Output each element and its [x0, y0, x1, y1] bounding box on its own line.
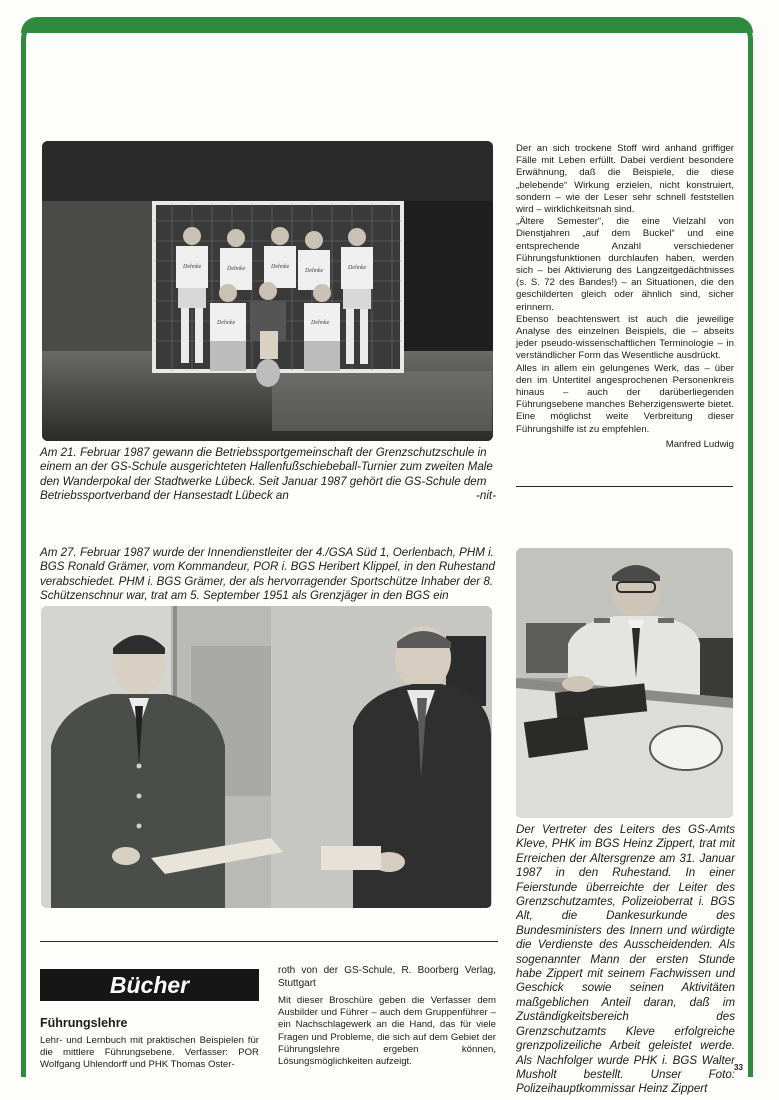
jersey-text: Dehnke	[348, 265, 367, 271]
zippert-photo	[516, 548, 733, 818]
divider-right-top	[516, 486, 733, 487]
review-paragraph: „Ältere Semester“, die eine Vielzahl von Dienstjahren „auf dem Buckel“ und eine entsprechende Anzahl verschiedener Führungsfunktionen durchlaufen haben, werden sich – bei Aktivierung des Langzeitgedächtnisses (s. S. 72 des Bandes!) – an Situationen, die den geschilderten gleich oder ähnlich sind, sicher erinnern.	[516, 216, 734, 313]
jersey-text: Dehnke	[305, 268, 324, 274]
jersey-text: Dehnke	[183, 264, 202, 270]
team-caption-text: Am 21. Februar 1987 gewann die Betriebssportgemeinschaft der Grenzschutzschule in einem an der GS-Schule ausgerichteten Hallenfußschiebeball-Turnier zum zweiten Male den Wanderpokal der Stadtwerke Lübeck. Seit Januar 1987 gehört die GS-Schule dem Betriebssportverband der Hansestadt Lübeck an	[40, 446, 493, 503]
divider-left-bottom	[40, 941, 498, 942]
jersey-text: Dehnke	[217, 320, 236, 326]
ceremony-caption: Am 27. Februar 1987 wurde der Innendienstleiter der 4./GSA Süd 1, Oerlenbach, PHM i. BGS Ronald Grämer, vom Kommandeur, POR i. BGS Heribert Klippel, in den Ruhestand verabschiedet. PHM i. BGS Grämer, der als hervorragender Sportschütze Inhaber der 8. Schützenschnur war, trat am 5. September 1951 als Grenzjäger in den BGS ein	[40, 546, 495, 603]
review-paragraph: Alles in allem ein gelungenes Werk, das – über den im Untertitel angesprochenen Personenkreis hinaus – auch der darüberliegenden Führungsebene manches Beherzigenswerte bietet. Eine möglichst weite Verbreitung dieser Führungshilfe ist zu empfehlen.	[516, 362, 734, 435]
ceremony-photo	[41, 606, 492, 908]
caption-signature: -nit-	[476, 489, 496, 502]
jersey-text: Dehnke	[311, 320, 330, 326]
book-publisher: roth von der GS-Schule, R. Boorberg Verlag, Stuttgart	[278, 965, 496, 989]
zippert-caption: Der Vertreter des Leiters des GS-Amts Kleve, PHK im BGS Heinz Zippert, trat mit Erreichen der Altersgrenze am 31. Januar 1987 in den Ruhestand. In einer Feierstunde überreichte der Leiter des Grenzschutzamtes, Polizeioberrat i. BGS Alt, die Dankesurkunde des Bundesministers des Innern und würdigte die Verdienste des Ausscheidenden. Als sogenannter Mann der ersten Stunde habe Zippert mit seinem Fachwissen und Geschick sowie seinen Aktivitäten maßgeblichen Anteil daran, daß im Zuständigkeitsbereich des Grenzschutzamts Kleve erfolgreiche grenzpolizeiliche Arbeit geleistet werde. Als Nachfolger wurde PHK i. BGS Walter Musholt bestellt. Unser Foto: Polizeihauptkommissar Heinz Zippert	[516, 823, 735, 1096]
books-banner: Bücher	[40, 969, 259, 1001]
book-summary: Mit dieser Broschüre geben die Verfasser dem Ausbilder und Führer – auch dem Gruppenführer – ein Nachschlagewerk an die Hand, das für viele Fragen und Probleme, die sich auf dem Gebiet der Führungslehre ergeben können, Lösungsmöglichkeiten aufzeigt.	[278, 995, 496, 1068]
book-description-col2	[278, 965, 496, 1068]
review-paragraph: Ebenso beachtenswert ist auch die jeweilige Analyse des einzelnen Beispiels, die – abseits jeder pseudo-wissenschaftlichen Terminologie – in verständlicher Form das Wesentliche ausdrückt.	[516, 313, 734, 362]
review-paragraph: Der an sich trockene Stoff wird anhand griffiger Fälle mit Leben erfüllt. Dabei verdient besondere Erwähnung, daß die Beispiele, die diese „belebende“ Wirkung erzielen, nicht konstruiert, sondern – wie der Leser sehr schnell feststellen wird – wirklichkeitsnah sind.	[516, 143, 734, 216]
jersey-text: Dehnke	[227, 266, 246, 272]
jersey-text: Dehnke	[271, 264, 290, 270]
team-photo	[42, 141, 493, 441]
book-description-col1: Lehr- und Lernbuch mit praktischen Beispielen für die mittlere Führungsebene. Verfasser: POR Wolfgang Uhlendorff und PHK Thomas Oster-	[40, 1035, 259, 1071]
book-review-continued	[516, 143, 734, 451]
review-author: Manfred Ludwig	[665, 438, 734, 450]
page-number: 33	[734, 1063, 743, 1072]
book-title: Führungslehre	[40, 1016, 128, 1030]
